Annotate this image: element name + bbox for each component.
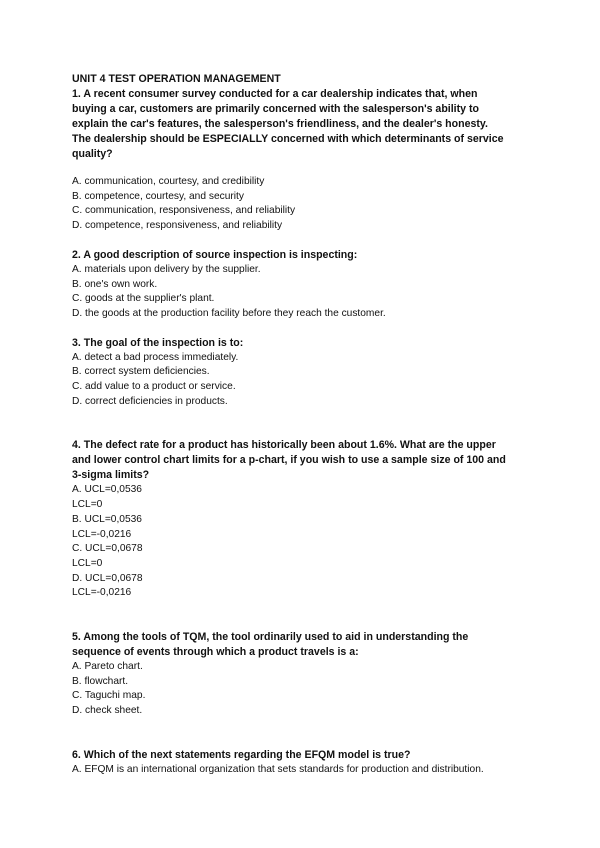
question-line: The dealership should be ESPECIALLY concerned with which determinants of service [72,133,504,145]
question-line: 3-sigma limits? [72,469,150,482]
question-line: sequence of events through which a product travels is a: [72,646,359,659]
question-3-option-a: A. detect a bad process immediately. [72,351,239,363]
document-title: UNIT 4 TEST OPERATION MANAGEMENT [72,73,281,85]
question-1-option-a: A. communication, courtesy, and credibility [72,176,265,187]
spacer [72,719,542,748]
spacer [72,234,542,248]
question-3-option-d: D. correct deficiencies in products. [72,395,228,407]
question-line: buying a car, customers are primarily concerned with the salesperson's ability to [72,103,479,115]
question-3-text [72,336,542,351]
question-2-option-b: B. one's own work. [72,278,158,290]
question-4-option-a-lcl: LCL=0 [72,499,103,511]
question-6-text [72,748,542,763]
question-2-text [72,248,542,263]
question-2-option-c: C. goods at the supplier's plant. [72,293,215,305]
question-5-option-d: D. check sheet. [72,705,143,717]
question-4-option-d-lcl: LCL=-0,0216 [72,587,132,599]
question-3-option-c: C. add value to a product or service. [72,381,236,393]
question-4-option-d-ucl: D. UCL=0,0678 [72,572,143,584]
question-line: and lower control chart limits for a p-chart, if you wish to use a sample size of 100 and [72,454,506,467]
question-line: 6. Which of the next statements regarding the EFQM model is true? [72,748,411,761]
question-2-option-a: A. materials upon delivery by the supplier. [72,263,261,275]
question-5-option-a: A. Pareto chart. [72,661,143,673]
question-3-option-b: B. correct system deficiencies. [72,366,210,378]
question-6-option-a: A. EFQM is an international organization that sets standards for production and distribution. [72,763,484,775]
question-line: 4. The defect rate for a product has historically been about 1.6%. What are the upper [72,439,496,452]
question-4-option-c-ucl: C. UCL=0,0678 [72,543,143,555]
question-4-option-c-lcl: LCL=0 [72,557,103,569]
question-line: 5. Among the tools of TQM, the tool ordinarily used to aid in understanding the [72,631,469,644]
question-line: explain the car's features, the salesperson's friendliness, and the dealer's honesty. [72,118,488,130]
question-line: 3. The goal of the inspection is to: [72,336,244,349]
question-5-option-c: C. Taguchi map. [72,690,146,702]
question-1-option-d: D. competence, responsiveness, and reliability [72,220,283,232]
question-line: 2. A good description of source inspection is inspecting: [72,248,358,261]
spacer [72,409,542,438]
question-5-text [72,630,542,660]
question-5-option-b: B. flowchart. [72,675,129,687]
question-4-text [72,438,542,483]
question-4-option-b-ucl: B. UCL=0,0536 [72,513,142,525]
question-4-option-a-ucl: A. UCL=0,0536 [72,484,142,496]
document-page [72,72,542,778]
question-1-option-b: B. competence, courtesy, and security [72,190,244,202]
spacer [72,601,542,630]
question-1-text [72,87,542,162]
question-2-option-d: D. the goods at the production facility before they reach the customer. [72,307,386,319]
question-line: quality? [72,148,113,160]
question-1-option-c: C. communication, responsiveness, and reliability [72,205,296,217]
spacer [72,162,542,175]
question-line: 1. A recent consumer survey conducted for a car dealership indicates that, when [72,88,478,100]
question-4-option-b-lcl: LCL=-0,0216 [72,528,132,540]
spacer [72,322,542,336]
